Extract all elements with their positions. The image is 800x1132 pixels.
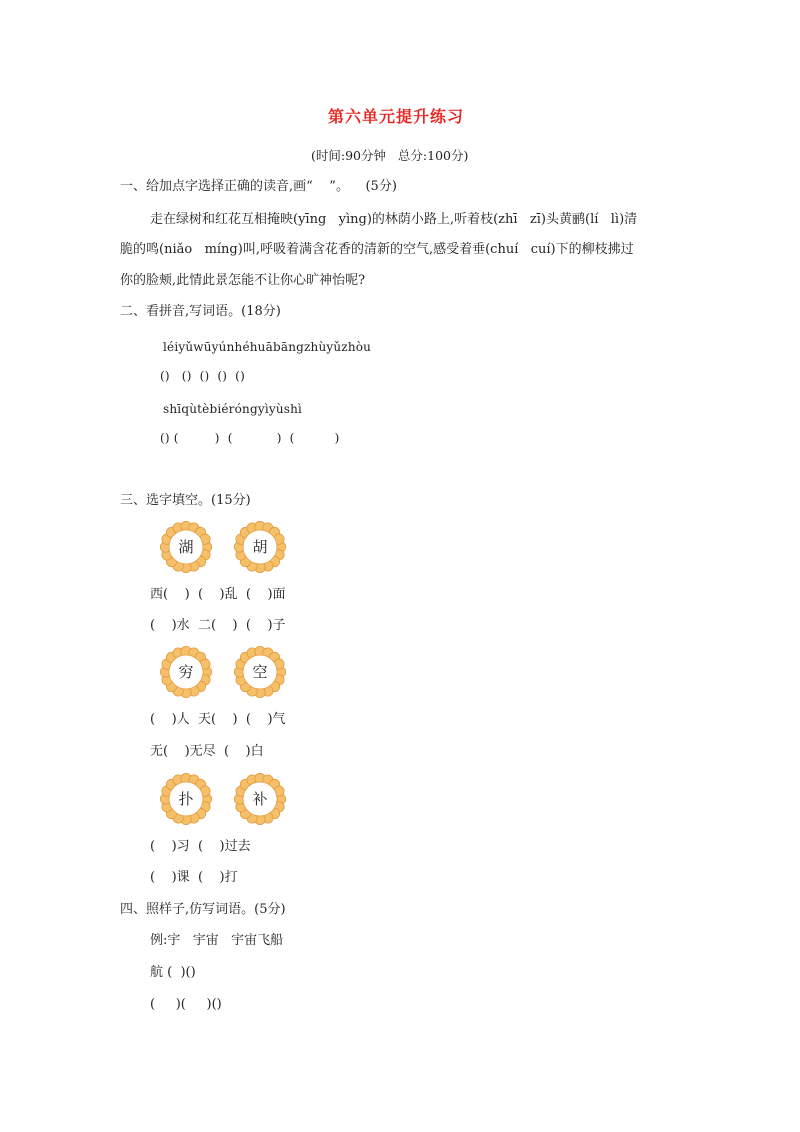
- q2-answer-blanks[interactable]: () ( ) ( ) ( ): [160, 431, 340, 445]
- char-option: 湖: [178, 538, 194, 556]
- exam-meta: (时间:90分钟 总分:100分): [311, 148, 469, 163]
- q4-fill-row[interactable]: 航 ( )(): [150, 965, 196, 980]
- q1-passage-line: 脆的鸣(niǎo míng)叫,呼吸着满含花香的清新的空气,感受着垂(chuí cuí)下的柳枝拂过: [120, 242, 634, 257]
- q2-pinyin-row: léiyǔwūyúnhéhuābāngzhùyǔzhòu: [163, 340, 372, 354]
- q3-fill-row[interactable]: ( )人 天( ) ( )气: [150, 712, 286, 727]
- q4-fill-row[interactable]: ( )( )(): [150, 997, 222, 1012]
- q2-pinyin-row: shīqùtèbiéróngyìyùshì: [163, 402, 303, 416]
- char-option-badge: [160, 646, 212, 698]
- q4-example: 例:宇 宇宙 宇宙飞船: [150, 933, 284, 948]
- q2-heading: 二、看拼音,写词语。(18分): [120, 304, 281, 319]
- q4-heading: 四、照样子,仿写词语。(5分): [120, 902, 286, 917]
- char-option: 扑: [178, 790, 194, 808]
- char-option-badge: [160, 773, 212, 825]
- q1-passage-line: 走在绿树和红花互相掩映(yīng yìng)的林荫小路上,听着枝(zhī zī)头黄鹂(lí lì)清: [150, 212, 638, 227]
- q3-fill-row[interactable]: 西( ) ( )乱 ( )面: [150, 587, 286, 602]
- char-option: 穷: [178, 663, 194, 681]
- page-title: 第六单元提升练习: [328, 107, 465, 126]
- q3-fill-row[interactable]: ( )课 ( )打: [150, 870, 238, 885]
- char-option: 补: [252, 790, 268, 808]
- char-option: 空: [252, 663, 268, 681]
- q2-answer-blanks[interactable]: () () () () (): [160, 369, 245, 383]
- char-option: 胡: [252, 538, 268, 556]
- char-option-badge: [234, 521, 286, 573]
- q3-heading: 三、选字填空。(15分): [120, 493, 251, 508]
- char-option-badge: [160, 521, 212, 573]
- q3-fill-row[interactable]: ( )习 ( )过去: [150, 839, 251, 854]
- char-option-badge: [234, 773, 286, 825]
- char-option-badge: [234, 646, 286, 698]
- q3-fill-row[interactable]: 无( )无尽 ( )白: [150, 744, 264, 759]
- q1-heading: 一、给加点字选择正确的读音,画“ ”。 (5分): [120, 179, 397, 194]
- q1-passage-line: 你的脸颊,此情此景怎能不让你心旷神怡呢?: [120, 273, 366, 288]
- q3-fill-row[interactable]: ( )水 二( ) ( )子: [150, 618, 286, 633]
